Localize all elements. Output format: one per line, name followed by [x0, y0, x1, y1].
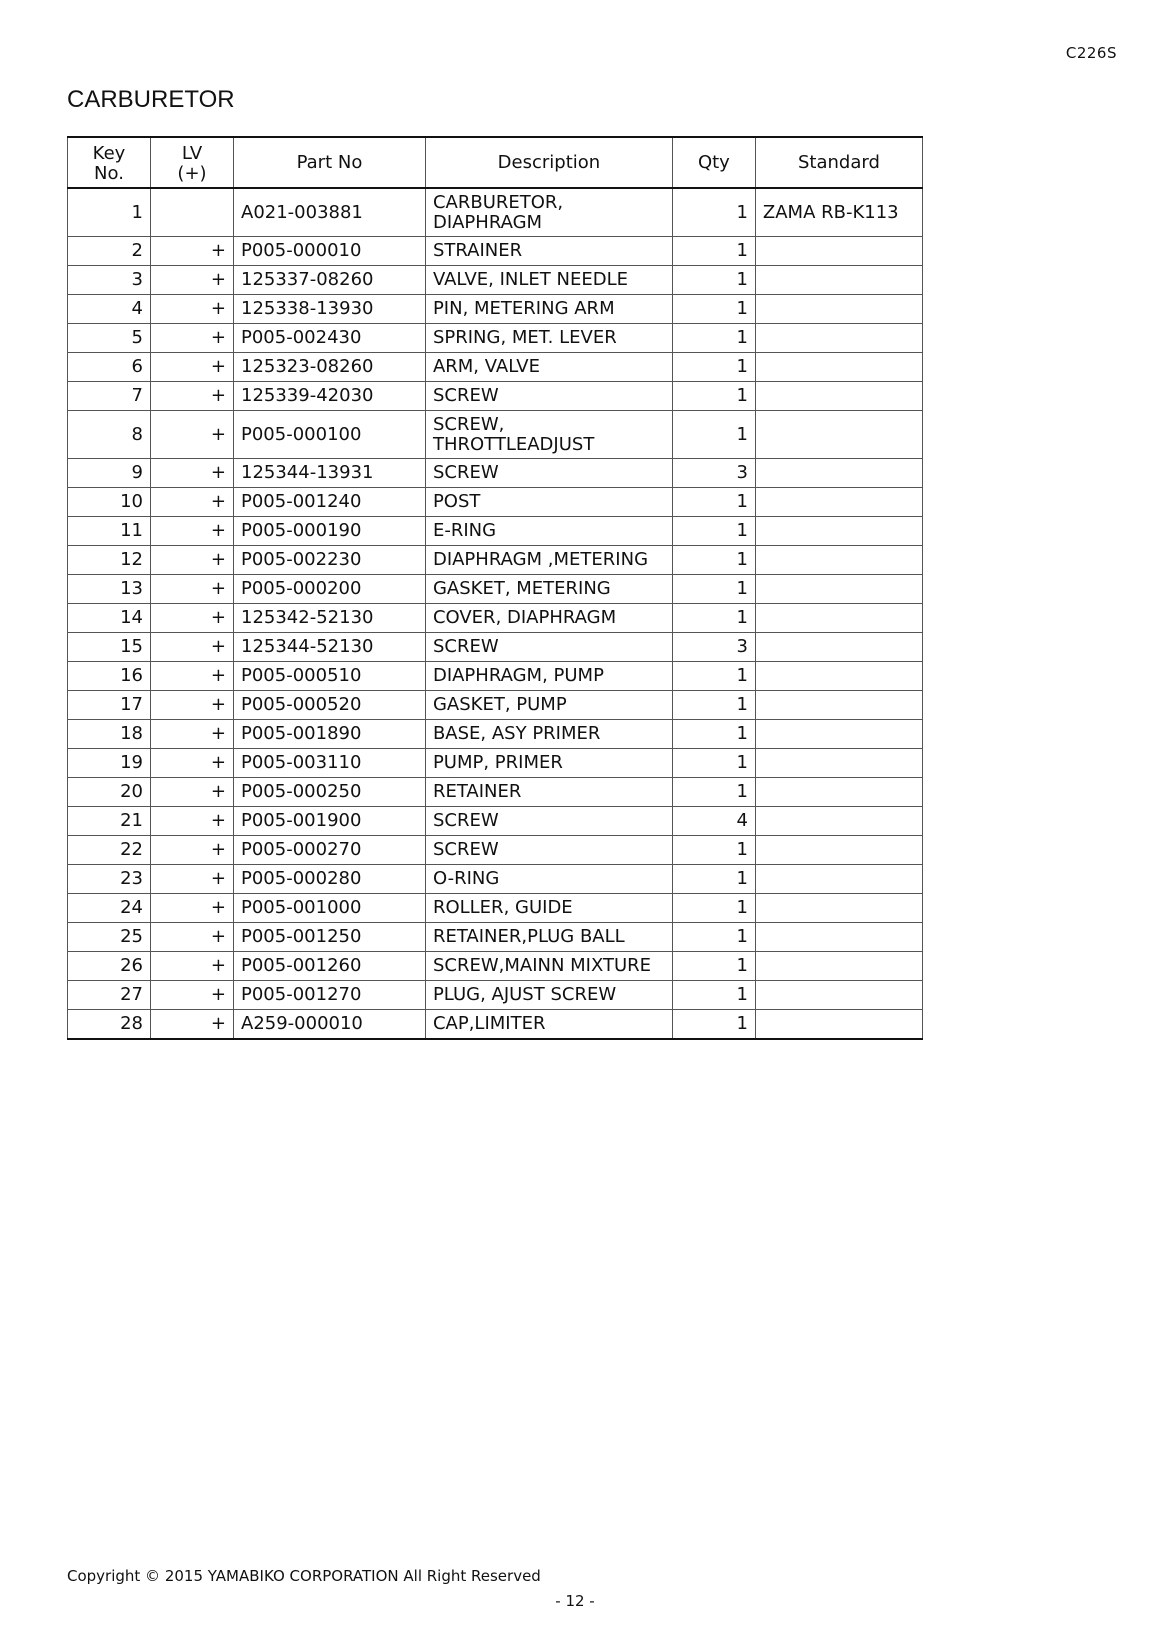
cell-part-no: P005-000270 [234, 836, 426, 865]
cell-lv: + [151, 633, 234, 662]
cell-part-no: 125344-13931 [234, 459, 426, 488]
col-header-qty: Qty [672, 137, 755, 188]
cell-qty: 1 [672, 517, 755, 546]
cell-lv: + [151, 488, 234, 517]
cell-key: 5 [68, 324, 151, 353]
cell-qty: 1 [672, 324, 755, 353]
table-row [68, 575, 923, 604]
model-code: C226S [1065, 44, 1117, 62]
cell-description-line1: SCREW, [432, 413, 505, 435]
cell-standard [755, 662, 922, 691]
cell-qty: 3 [672, 633, 755, 662]
cell-description: VALVE, INLET NEEDLE [425, 266, 672, 295]
cell-part-no: A259-000010 [234, 1010, 426, 1040]
cell-key: 25 [68, 923, 151, 952]
table-row [68, 188, 923, 237]
table-row [68, 546, 923, 575]
cell-lv: + [151, 807, 234, 836]
cell-key: 11 [68, 517, 151, 546]
cell-lv: + [151, 546, 234, 575]
cell-qty: 1 [672, 382, 755, 411]
cell-key: 24 [68, 894, 151, 923]
cell-part-no: 125339-42030 [234, 382, 426, 411]
cell-lv: + [151, 691, 234, 720]
table-row [68, 411, 923, 459]
table-row [68, 662, 923, 691]
cell-description: O-RING [425, 865, 672, 894]
cell-part-no: P005-001240 [234, 488, 426, 517]
cell-part-no: P005-001000 [234, 894, 426, 923]
cell-standard [755, 981, 922, 1010]
page-number: - 12 - [555, 1592, 595, 1610]
cell-lv: + [151, 604, 234, 633]
cell-lv: + [151, 894, 234, 923]
table-row [68, 237, 923, 266]
cell-standard [755, 952, 922, 981]
cell-standard [755, 1010, 922, 1040]
cell-description: ROLLER, GUIDE [425, 894, 672, 923]
cell-qty: 1 [672, 952, 755, 981]
table-row [68, 604, 923, 633]
cell-qty: 1 [672, 266, 755, 295]
cell-part-no: P005-000010 [234, 237, 426, 266]
cell-qty: 1 [672, 981, 755, 1010]
cell-standard [755, 411, 922, 459]
cell-key: 15 [68, 633, 151, 662]
cell-qty: 1 [672, 923, 755, 952]
cell-description: POST [425, 488, 672, 517]
cell-qty: 1 [672, 1010, 755, 1040]
cell-part-no: A021-003881 [234, 188, 426, 237]
table-row [68, 691, 923, 720]
cell-part-no: P005-000520 [234, 691, 426, 720]
page-title: CARBURETOR [67, 86, 235, 113]
cell-description: STRAINER [425, 237, 672, 266]
table-row [68, 865, 923, 894]
cell-lv: + [151, 411, 234, 459]
cell-part-no: P005-001260 [234, 952, 426, 981]
cell-description: SCREW [425, 836, 672, 865]
cell-description: BASE, ASY PRIMER [425, 720, 672, 749]
cell-description: SCREW [425, 807, 672, 836]
cell-description: GASKET, METERING [425, 575, 672, 604]
cell-lv: + [151, 952, 234, 981]
cell-description-line2: THROTTLEADJUST [432, 433, 595, 455]
table-row [68, 923, 923, 952]
cell-standard [755, 807, 922, 836]
cell-part-no: 125337-08260 [234, 266, 426, 295]
copyright-notice: Copyright © 2015 YAMABIKO CORPORATION All Right Reserved [67, 1567, 541, 1585]
cell-description: COVER, DIAPHRAGM [425, 604, 672, 633]
cell-qty: 1 [672, 778, 755, 807]
cell-lv: + [151, 923, 234, 952]
table-row [68, 633, 923, 662]
cell-description: DIAPHRAGM ,METERING [425, 546, 672, 575]
cell-standard [755, 324, 922, 353]
cell-qty: 1 [672, 295, 755, 324]
cell-lv: + [151, 237, 234, 266]
cell-key: 22 [68, 836, 151, 865]
cell-description: SPRING, MET. LEVER [425, 324, 672, 353]
cell-lv: + [151, 836, 234, 865]
cell-lv: + [151, 662, 234, 691]
table-row [68, 894, 923, 923]
cell-standard [755, 266, 922, 295]
cell-qty: 1 [672, 488, 755, 517]
cell-description-line1: CARBURETOR, [432, 191, 564, 213]
col-header-lv [151, 137, 234, 188]
cell-key: 2 [68, 237, 151, 266]
cell-qty: 1 [672, 865, 755, 894]
cell-standard [755, 894, 922, 923]
table-row [68, 952, 923, 981]
table-row [68, 749, 923, 778]
cell-key: 14 [68, 604, 151, 633]
cell-key: 28 [68, 1010, 151, 1040]
cell-lv: + [151, 459, 234, 488]
cell-lv: + [151, 266, 234, 295]
table-row [68, 836, 923, 865]
cell-description: SCREW [425, 382, 672, 411]
table-row [68, 324, 923, 353]
cell-qty: 1 [672, 411, 755, 459]
cell-standard [755, 749, 922, 778]
cell-description [425, 411, 672, 459]
cell-key: 26 [68, 952, 151, 981]
cell-lv: + [151, 749, 234, 778]
col-header-key-line2: No. [94, 162, 124, 184]
cell-lv: + [151, 295, 234, 324]
col-header-key [68, 137, 151, 188]
table-row [68, 778, 923, 807]
cell-qty: 1 [672, 662, 755, 691]
cell-key: 10 [68, 488, 151, 517]
cell-lv: + [151, 865, 234, 894]
col-header-lv-line1: LV [181, 142, 203, 164]
table-row [68, 459, 923, 488]
cell-part-no: P005-000200 [234, 575, 426, 604]
cell-description: SCREW [425, 633, 672, 662]
cell-lv [151, 188, 234, 237]
cell-part-no: 125323-08260 [234, 353, 426, 382]
cell-lv: + [151, 981, 234, 1010]
cell-standard [755, 575, 922, 604]
cell-lv: + [151, 382, 234, 411]
table-row [68, 1010, 923, 1040]
cell-description: PLUG, AJUST SCREW [425, 981, 672, 1010]
table-row [68, 382, 923, 411]
col-header-std: Standard [755, 137, 922, 188]
cell-part-no: P005-002430 [234, 324, 426, 353]
cell-key: 6 [68, 353, 151, 382]
cell-key: 12 [68, 546, 151, 575]
cell-qty: 1 [672, 749, 755, 778]
cell-standard [755, 633, 922, 662]
cell-qty: 1 [672, 353, 755, 382]
cell-part-no: 125338-13930 [234, 295, 426, 324]
cell-description: SCREW [425, 459, 672, 488]
cell-description: E-RING [425, 517, 672, 546]
col-header-lv-line2: (+) [177, 162, 207, 184]
table-header-row [68, 137, 923, 188]
parts-table [67, 136, 923, 1040]
cell-standard [755, 546, 922, 575]
cell-standard [755, 382, 922, 411]
cell-standard [755, 604, 922, 633]
cell-standard [755, 836, 922, 865]
cell-description: SCREW,MAINN MIXTURE [425, 952, 672, 981]
col-header-part: Part No [234, 137, 426, 188]
cell-standard [755, 517, 922, 546]
cell-standard [755, 923, 922, 952]
cell-qty: 4 [672, 807, 755, 836]
table-body [68, 188, 923, 1039]
cell-qty: 1 [672, 237, 755, 266]
cell-key: 4 [68, 295, 151, 324]
cell-part-no: P005-001900 [234, 807, 426, 836]
cell-key: 17 [68, 691, 151, 720]
cell-key: 13 [68, 575, 151, 604]
cell-standard: ZAMA RB-K113 [755, 188, 922, 237]
cell-description-line2: DIAPHRAGM [432, 211, 543, 233]
cell-description: RETAINER,PLUG BALL [425, 923, 672, 952]
cell-qty: 1 [672, 836, 755, 865]
cell-part-no: P005-000100 [234, 411, 426, 459]
table-row [68, 720, 923, 749]
cell-lv: + [151, 1010, 234, 1040]
cell-qty: 1 [672, 691, 755, 720]
cell-key: 20 [68, 778, 151, 807]
cell-description: GASKET, PUMP [425, 691, 672, 720]
cell-description: PIN, METERING ARM [425, 295, 672, 324]
cell-qty: 1 [672, 546, 755, 575]
cell-standard [755, 237, 922, 266]
col-header-key-line1: Key [92, 142, 126, 164]
cell-part-no: P005-003110 [234, 749, 426, 778]
cell-qty: 1 [672, 188, 755, 237]
table-row [68, 488, 923, 517]
cell-key: 3 [68, 266, 151, 295]
cell-key: 9 [68, 459, 151, 488]
cell-description: ARM, VALVE [425, 353, 672, 382]
table-row [68, 266, 923, 295]
cell-key: 7 [68, 382, 151, 411]
cell-key: 23 [68, 865, 151, 894]
cell-key: 19 [68, 749, 151, 778]
table-row [68, 807, 923, 836]
cell-standard [755, 865, 922, 894]
cell-standard [755, 488, 922, 517]
cell-qty: 1 [672, 720, 755, 749]
col-header-desc: Description [425, 137, 672, 188]
cell-description: CAP,LIMITER [425, 1010, 672, 1040]
cell-lv: + [151, 353, 234, 382]
cell-description: RETAINER [425, 778, 672, 807]
cell-lv: + [151, 575, 234, 604]
cell-description [425, 188, 672, 237]
cell-part-no: 125344-52130 [234, 633, 426, 662]
table-row [68, 295, 923, 324]
cell-lv: + [151, 778, 234, 807]
cell-lv: + [151, 720, 234, 749]
cell-description: PUMP, PRIMER [425, 749, 672, 778]
cell-qty: 1 [672, 604, 755, 633]
cell-part-no: P005-001890 [234, 720, 426, 749]
cell-standard [755, 459, 922, 488]
cell-part-no: P005-001270 [234, 981, 426, 1010]
cell-lv: + [151, 517, 234, 546]
table-row [68, 981, 923, 1010]
cell-qty: 1 [672, 575, 755, 604]
cell-part-no: 125342-52130 [234, 604, 426, 633]
cell-key: 18 [68, 720, 151, 749]
cell-description: DIAPHRAGM, PUMP [425, 662, 672, 691]
cell-part-no: P005-000280 [234, 865, 426, 894]
cell-standard [755, 778, 922, 807]
table-row [68, 353, 923, 382]
cell-lv: + [151, 324, 234, 353]
cell-qty: 3 [672, 459, 755, 488]
cell-part-no: P005-001250 [234, 923, 426, 952]
cell-key: 16 [68, 662, 151, 691]
cell-part-no: P005-000250 [234, 778, 426, 807]
table-row [68, 517, 923, 546]
cell-key: 27 [68, 981, 151, 1010]
cell-standard [755, 295, 922, 324]
cell-part-no: P005-000510 [234, 662, 426, 691]
cell-qty: 1 [672, 894, 755, 923]
cell-standard [755, 720, 922, 749]
cell-standard [755, 353, 922, 382]
cell-key: 1 [68, 188, 151, 237]
cell-part-no: P005-002230 [234, 546, 426, 575]
cell-key: 21 [68, 807, 151, 836]
cell-key: 8 [68, 411, 151, 459]
cell-standard [755, 691, 922, 720]
cell-part-no: P005-000190 [234, 517, 426, 546]
